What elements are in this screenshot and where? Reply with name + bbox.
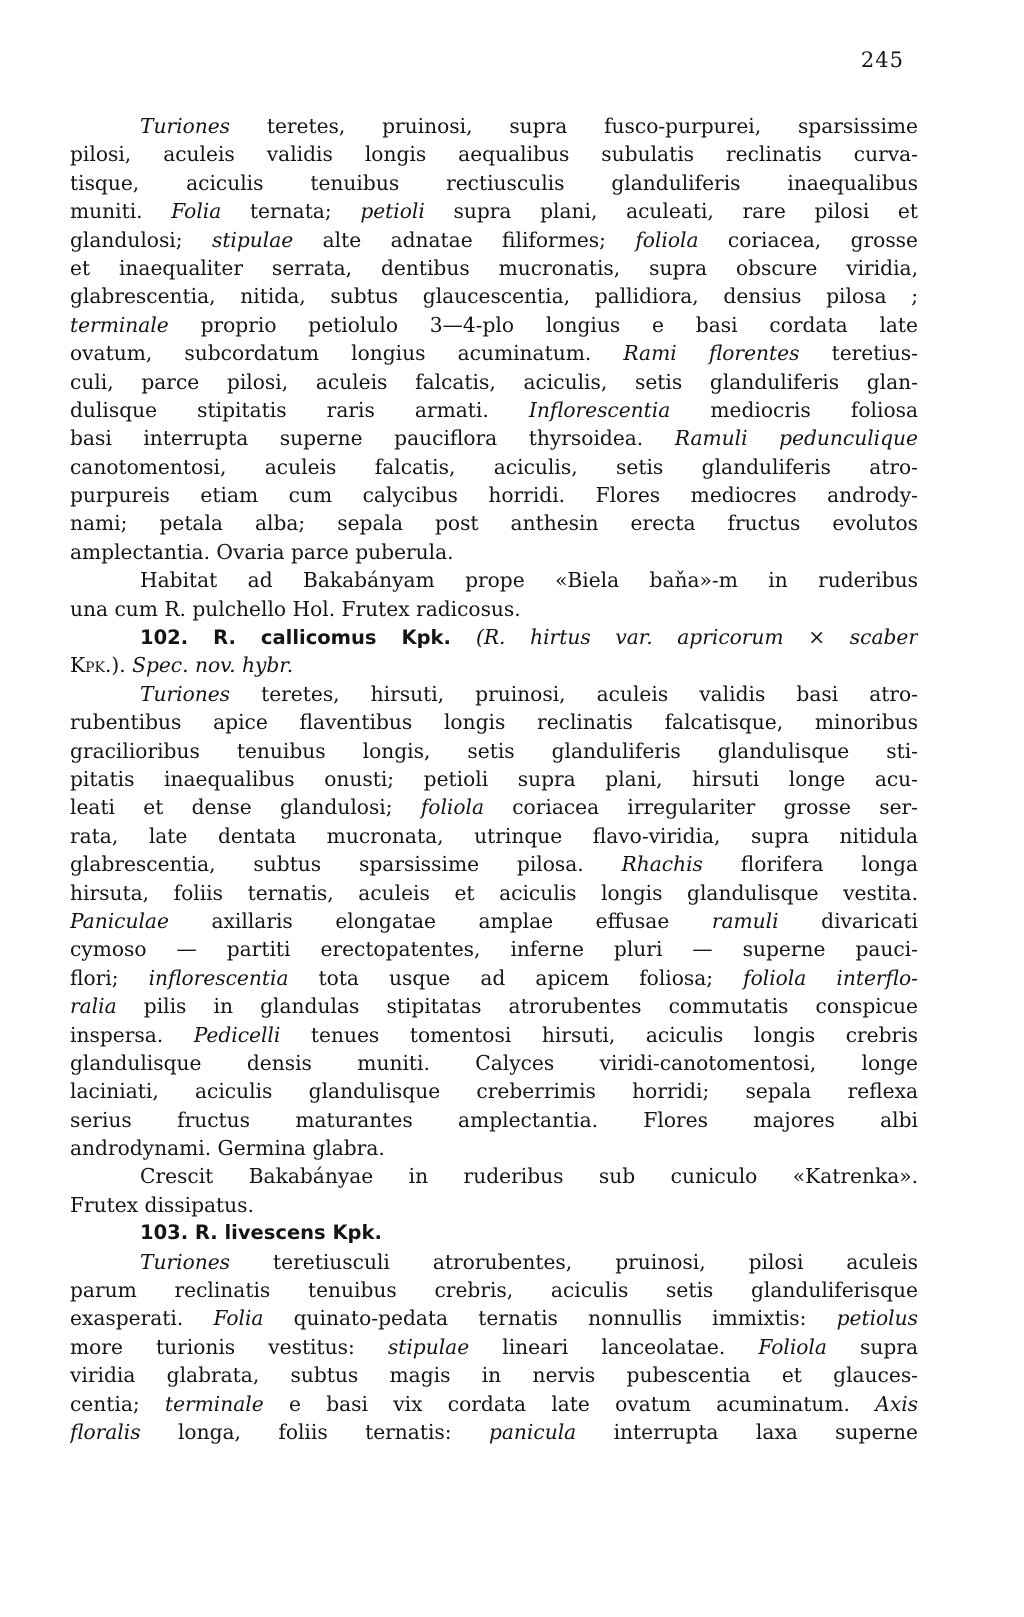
text-run: teretius-: [799, 341, 918, 366]
text-line: [70, 850, 918, 878]
italic-term: foliola: [420, 795, 484, 820]
text-line: [70, 1333, 918, 1361]
text-line: [70, 509, 918, 537]
text-run: coriacea irregulariter grosse ser-: [484, 795, 918, 820]
text-run: leati et dense glandulosi;: [70, 795, 421, 820]
text-line: [70, 339, 918, 367]
text-run: teretes, pruinosi, supra fusco-purpurei, sparsissime: [230, 114, 918, 138]
text-run: viridia glabrata, subtus magis in nervis pubescentia et glauces-: [70, 1363, 918, 1388]
text-run: tisque, aciculis tenuibus rectiusculis glanduliferis inaequalibus: [70, 170, 918, 195]
text-run: cymoso — partiti erectopatentes, inferne pluri — superne pauci-: [70, 937, 918, 962]
italic-term: petiolus: [836, 1306, 918, 1331]
text-line: [70, 538, 918, 566]
text-run: laciniati, aciculis glandulisque creberrimis horridi; sepala reflexa: [70, 1079, 918, 1104]
body-text: [70, 112, 918, 1446]
text-line: [70, 1191, 918, 1219]
text-line: [70, 169, 918, 197]
text-run: 102. R. callicomus Kpk.: [140, 626, 476, 650]
text-run: inspersa.: [70, 1022, 194, 1047]
text-run: una cum R. pulchello Hol. Frutex radicosus.: [70, 596, 521, 621]
text-line: [70, 1276, 918, 1304]
text-run: Frutex dissipatus.: [70, 1192, 254, 1217]
text-run: ternata;: [221, 199, 361, 224]
text-run: canotomentosi, aculeis falcatis, aciculis, setis glanduliferis atro-: [70, 454, 918, 479]
text-run: et inaequaliter serrata, dentibus mucronatis, supra obscure viridia,: [70, 255, 918, 280]
text-line: [70, 1390, 918, 1418]
italic-term: panicula: [488, 1419, 577, 1444]
text-run: more turionis vestitus:: [70, 1334, 388, 1359]
text-run: divaricati: [778, 908, 918, 933]
italic-term: Spec. nov. hybr.: [132, 653, 294, 678]
text-run: serius fructus maturantes amplectantia. Flores majores albi: [70, 1107, 918, 1132]
text-run: supra: [826, 1334, 918, 1359]
italic-term: terminale: [164, 1391, 264, 1416]
text-line: [70, 197, 918, 225]
text-line: [70, 453, 918, 481]
text-run: gracilioribus tenuibus longis, setis glanduliferis glandulisque sti-: [70, 738, 918, 763]
species-heading-line: [70, 1219, 918, 1247]
text-run: glabrescentia, subtus sparsissime pilosa.: [70, 852, 622, 877]
text-line: [70, 254, 918, 282]
text-run: exasperati.: [70, 1306, 214, 1331]
text-line: [70, 481, 918, 509]
italic-term: Rhachis: [621, 852, 703, 877]
italic-term: ralia: [70, 994, 117, 1019]
text-line: [70, 1134, 918, 1162]
text-line: [70, 1304, 918, 1332]
text-run: glandulisque densis muniti. Calyces viridi-canotomentosi, longe: [70, 1050, 918, 1075]
text-line: [70, 1248, 918, 1276]
text-run: interrupta laxa superne: [576, 1419, 918, 1444]
text-line: [70, 1106, 918, 1134]
text-run: purpureis etiam cum calycibus horridi. Flores mediocres andrody-: [70, 483, 918, 508]
text-run: pitatis inaequalibus onusti; petioli supra plani, hirsuti longe acu-: [70, 766, 918, 791]
text-line: [70, 282, 918, 310]
text-line: [70, 651, 918, 679]
small-caps-text: Kpk.: [70, 653, 112, 678]
text-run: rubentibus apice flaventibus longis reclinatis falcatisque, minoribus: [70, 710, 918, 735]
text-run: 103. R. livescens Kpk.: [140, 1221, 382, 1245]
text-line: [70, 112, 918, 140]
text-line: [70, 793, 918, 821]
text-run: teretiusculi atrorubentes, pruinosi, pilosi aculeis: [230, 1249, 918, 1274]
italic-term: Ramuli pedunculique: [674, 426, 918, 451]
text-line: [70, 964, 918, 992]
text-run: rata, late dentata mucronata, utrinque flavo-viridia, supra nitidula: [70, 823, 918, 848]
text-run: longa, foliis ternatis:: [140, 1419, 489, 1444]
text-line: [70, 1361, 918, 1389]
text-run: ).: [111, 653, 133, 678]
text-run: coriacea, grosse: [698, 227, 918, 252]
text-line: [70, 1418, 918, 1446]
text-line: [70, 992, 918, 1020]
page-number: 245: [860, 48, 904, 72]
italic-term: Paniculae: [70, 908, 169, 933]
text-run: parum reclinatis tenuibus crebris, aciculis setis glanduliferisque: [70, 1278, 918, 1303]
text-run: glandulosi;: [70, 227, 212, 252]
text-run: e basi vix cordata late ovatum acuminatum.: [263, 1391, 876, 1416]
text-run: androdynami. Germina glabra.: [70, 1136, 385, 1161]
text-run: tenues tomentosi hirsuti, aciculis longis crebris: [280, 1022, 918, 1047]
text-run: Habitat ad Bakabányam prope «Biela baňa»-m in ruderibus: [140, 568, 918, 593]
text-line: [70, 396, 918, 424]
italic-term: Pedicelli: [193, 1022, 281, 1047]
text-run: lineari lanceolatae.: [469, 1334, 759, 1359]
text-line: [70, 907, 918, 935]
italic-term: foliola interflo-: [743, 965, 918, 990]
italic-term: Turiones: [140, 681, 231, 706]
italic-term: foliola: [635, 227, 699, 252]
text-run: pilosi, aculeis validis longis aequalibus subulatis reclinatis curva-: [70, 142, 918, 167]
italic-term: ramuli: [711, 908, 779, 933]
text-run: quinato-pedata ternatis nonnullis immixtis:: [263, 1306, 837, 1331]
text-run: amplectantia. Ovaria parce puberula.: [70, 539, 454, 564]
text-line: [70, 424, 918, 452]
text-line: [70, 879, 918, 907]
text-line: [70, 822, 918, 850]
text-run: axillaris elongatae amplae effusae: [168, 908, 712, 933]
text-line: [70, 1049, 918, 1077]
text-run: Crescit Bakabányae in ruderibus sub cuniculo «Katrenka».: [140, 1164, 918, 1189]
italic-term: stipulae: [211, 227, 294, 252]
italic-term: Rami florentes: [623, 341, 800, 366]
text-run: ovatum, subcordatum longius acuminatum.: [70, 341, 624, 366]
text-line: [70, 765, 918, 793]
italic-term: stipulae: [387, 1334, 470, 1359]
italic-term: petioli: [360, 199, 425, 224]
text-run: alte adnatae filiformes;: [293, 227, 636, 252]
text-run: flori;: [70, 965, 149, 990]
text-line: [70, 566, 918, 594]
italic-term: Folia: [213, 1306, 264, 1331]
text-run: basi interrupta superne pauciflora thyrsoidea.: [70, 426, 675, 451]
text-run: mediocris foliosa: [670, 397, 918, 422]
text-run: florifera longa: [702, 852, 918, 877]
italic-term: Foliola: [758, 1334, 827, 1359]
text-run: supra plani, aculeati, rare pilosi et: [424, 199, 918, 224]
italic-term: Turiones: [140, 1249, 231, 1274]
text-line: [70, 1162, 918, 1190]
text-run: tota usque ad apicem foliosa;: [288, 965, 744, 990]
italic-term: floralis: [70, 1419, 141, 1444]
italic-term: Axis: [875, 1391, 918, 1416]
text-run: muniti.: [70, 199, 172, 224]
italic-term: terminale: [70, 312, 169, 337]
italic-term: Folia: [171, 199, 222, 224]
text-line: [70, 1077, 918, 1105]
text-run: culi, parce pilosi, aculeis falcatis, aciculis, setis glanduliferis glan-: [70, 369, 918, 394]
text-run: hirsuta, foliis ternatis, aculeis et aciculis longis glandulisque vestita.: [70, 880, 918, 905]
text-line: [70, 368, 918, 396]
text-run: centia;: [70, 1391, 165, 1416]
text-line: [70, 311, 918, 339]
text-run: dulisque stipitatis raris armati.: [70, 397, 529, 422]
text-run: proprio petiolulo 3—4-plo longius e basi cordata late: [168, 312, 918, 337]
text-line: [70, 140, 918, 168]
text-run: teretes, hirsuti, pruinosi, aculeis validis basi atro-: [230, 681, 918, 706]
text-line: [70, 935, 918, 963]
text-line: [70, 1021, 918, 1049]
text-line: [70, 680, 918, 708]
text-line: [70, 737, 918, 765]
text-run: nami; petala alba; sepala post anthesin erecta fructus evolutos: [70, 511, 918, 536]
text-run: glabrescentia, nitida, subtus glaucescentia, pallidiora, densius pilosa ;: [70, 284, 918, 309]
italic-term: (R. hirtus var. apricorum × scaber: [475, 625, 918, 650]
italic-term: Turiones: [140, 114, 231, 138]
text-run: pilis in glandulas stipitatas atrorubentes commutatis conspicue: [116, 994, 918, 1019]
text-line: [70, 226, 918, 254]
text-line: [70, 595, 918, 623]
italic-term: Inflorescentia: [528, 397, 671, 422]
species-heading-line: [70, 623, 918, 651]
italic-term: inflorescentia: [148, 965, 289, 990]
text-line: [70, 708, 918, 736]
